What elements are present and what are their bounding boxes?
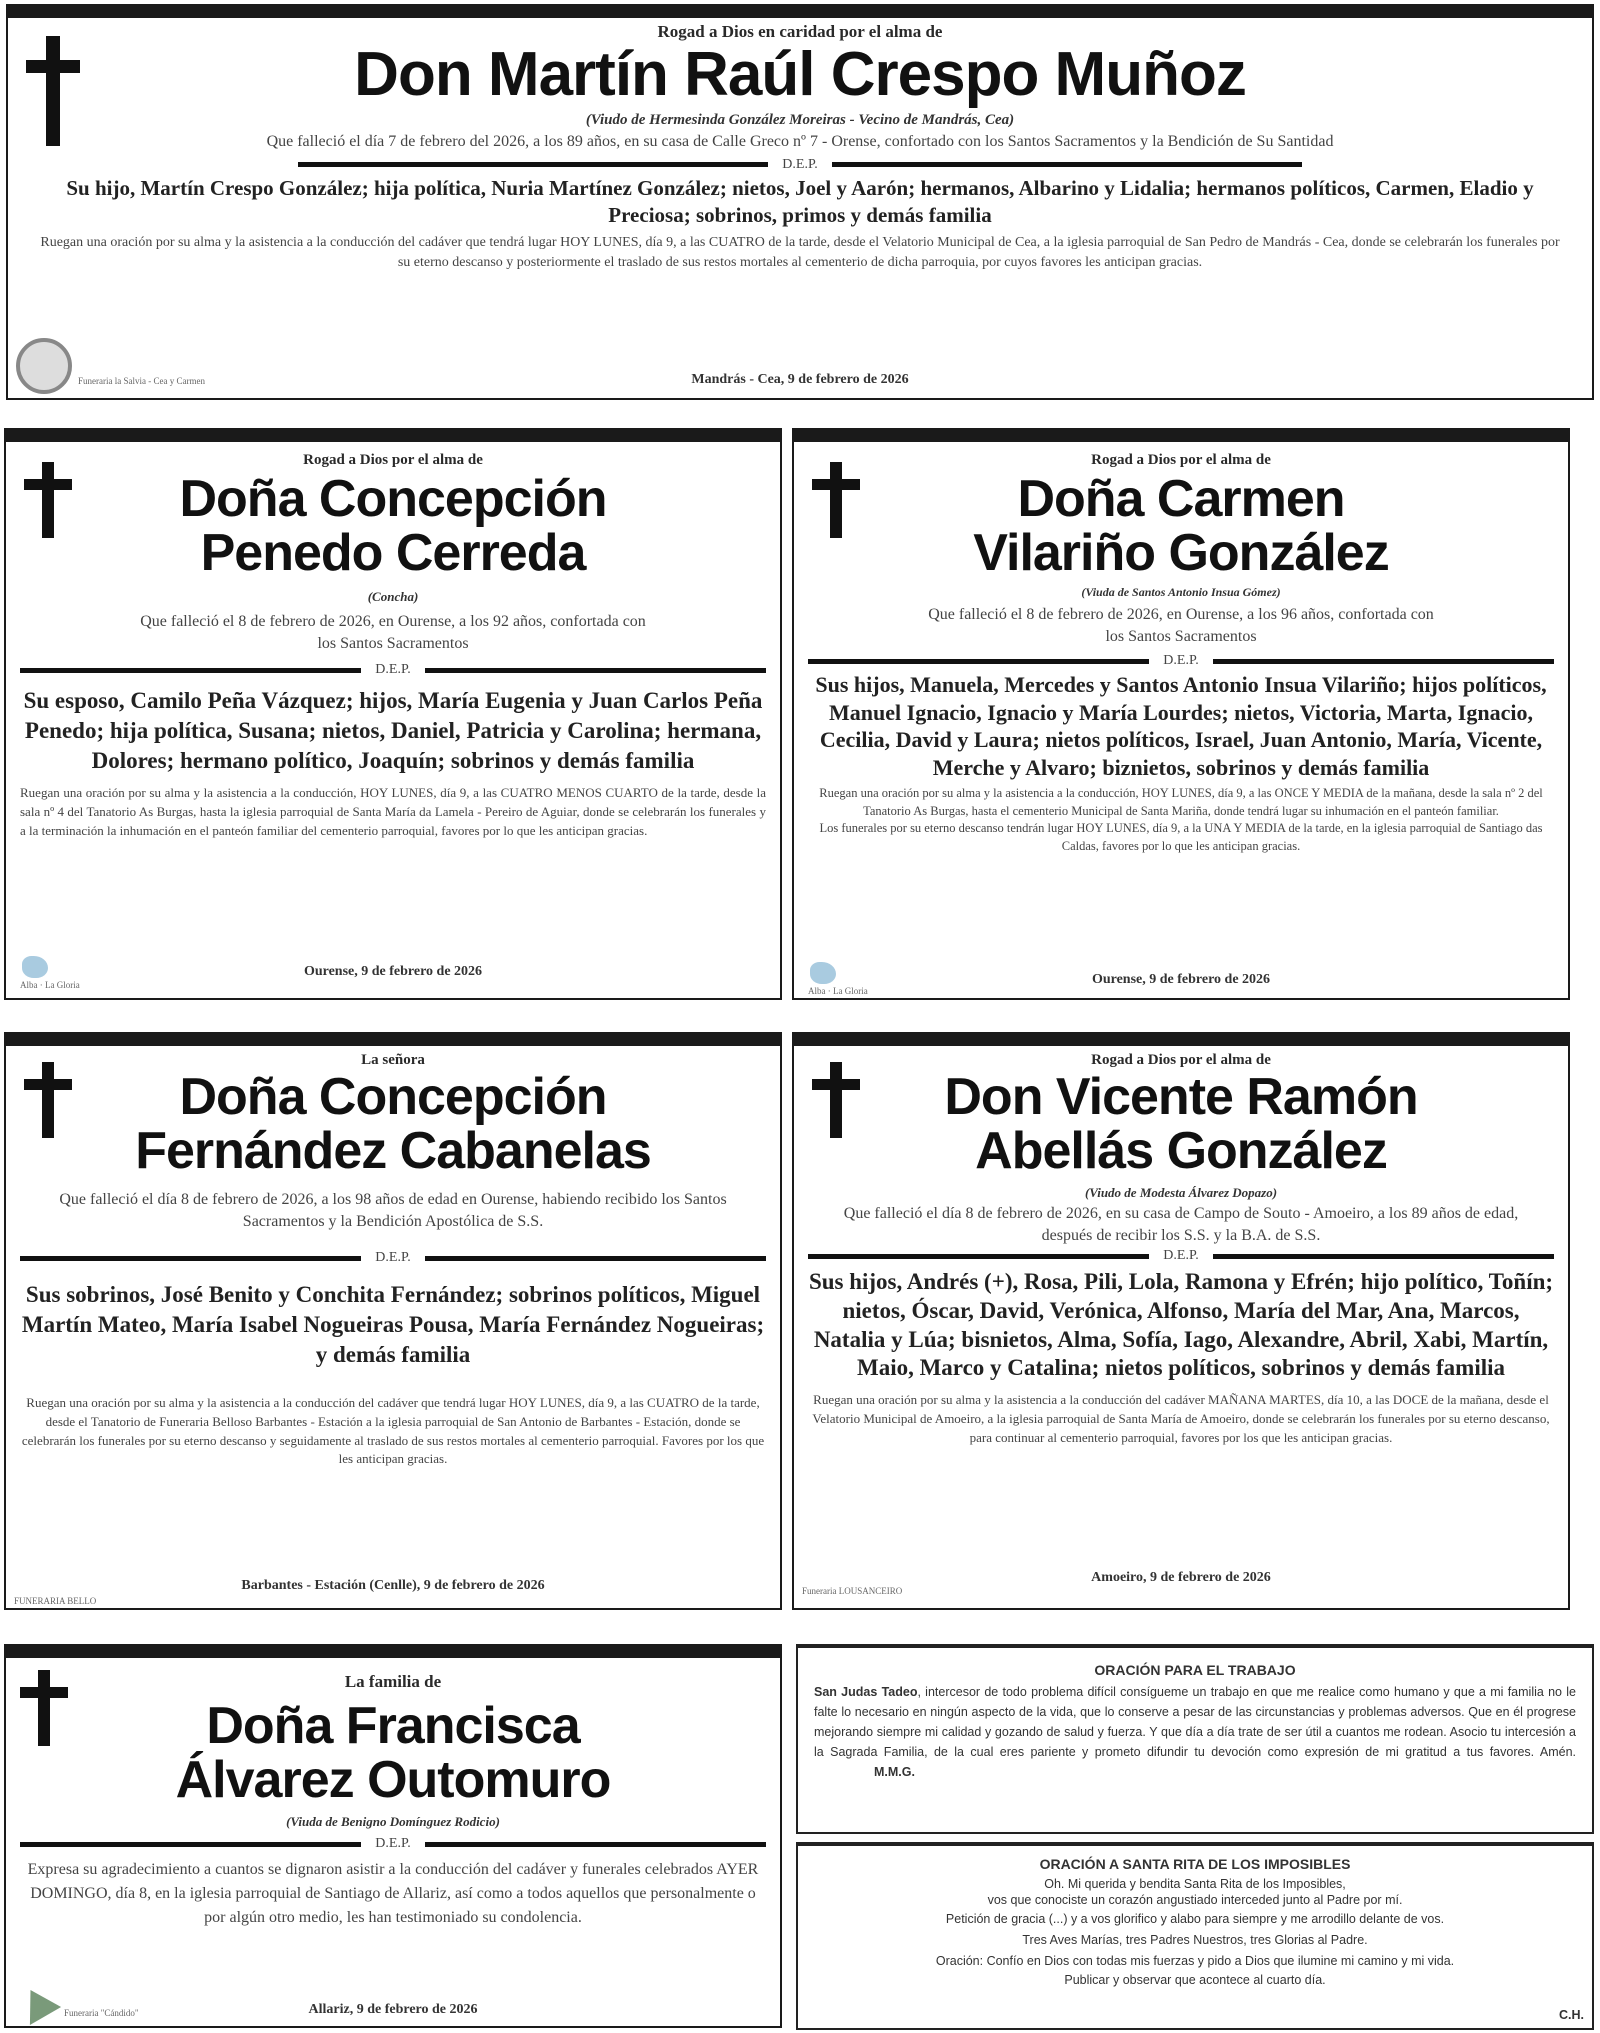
ceremony-details: Ruegan una oración por su alma y la asistencia a la conducción del cadáver MAÑANA MARTES, día 10, a las DOCE de la mañana, desde el Velatorio Municipal de Amoeiro, a la iglesia parroquial de Santa María de Amoeiro, donde se celebrarán los funerales por su eterno descanso, para continuar al cementerio parroquial, favores por los que les anticipan gracias. [812,1392,1550,1445]
dep-divider [20,662,766,678]
dep-divider [808,1248,1554,1264]
dep-label: D.E.P. [1163,1248,1199,1264]
divider-bar [1213,1254,1554,1259]
deceased-name-line2: Álvarez Outomuro [175,1751,611,1809]
divider-bar [425,1256,766,1261]
prayer-signature: M.M.G. [874,1765,915,1779]
ceremony-details: Ruegan una oración por su alma y la asistencia a la conducción, HOY LUNES, día 9, a las CUATRO MENOS CUARTO de la tarde, desde la sala nº 4 del Tanatorio As Burgas, hasta la iglesia parroquial de Santa María da Lamela - Pereiro de Aguiar, donde se celebrarán los funerales y a la terminación la inhumación en el panteón familiar del cementerio parroquial, favores por lo que les anticipan gracias. [20,784,766,838]
family-list: Sus hijos, Manuela, Mercedes y Santos Antonio Insua Vilariño; hijos políticos, Manuel Ignacio, Ignacio y María Lourdes; nietos, Victoria, Marta, Ignacio, Cecilia, David y Laura; nietos políticos, Israel, Juan Antonio, María, Vicente, Merche y Alvaro; biznietos, sobrinos y demás familia [815,672,1547,780]
cross-icon [24,462,72,538]
family-list: Su hijo, Martín Crespo González; hija política, Nuria Martínez González; nietos, Joel y Aarón; hermanos, Albarino y Lidalia; hermanos políticos, Carmen, Eladio y Preciosa; sobrinos, primos y demás familia [66,175,1534,227]
family-list: Sus hijos, Andrés (+), Rosa, Pili, Lola, Ramona y Efrén; hijo político, Toñín; nietos, Óscar, David, Verónica, Alfonso, María del Mar, Ana, Marcos, Natalia y Lúa; bisnietos, Alma, Sofía, Iago, Alexandre, Abril, Xabi, Martín, Maio, Marco y Catalina; nietos políticos, sobrinos y demás familia [808,1269,1554,1381]
notice-pre-heading: Rogad a Dios por el alma de [303,452,483,468]
dep-divider [298,157,1302,173]
deceased-name-line1: Doña Concepción [179,1068,607,1126]
deceased-name-line1: Doña Carmen [1017,470,1345,528]
prayer-line: Petición de gracia (...) y a vos glorifico y alabo para siempre y me arrodillo delante de vos. [945,1911,1445,1926]
divider-bar [298,162,768,167]
ceremony-details: Ruegan una oración por su alma y la asistencia a la conducción, HOY LUNES, día 9, a las ONCE Y MEDIA de la mañana, desde la sala nº 2 del Tanatorio As Burgas, hasta el cementerio Municipal de Santa Mariña, donde tendrá lugar su inhumación en el panteón familiar. [819,786,1543,818]
place-date: Ourense, 9 de febrero de 2026 [1091,972,1271,987]
divider-bar [808,1254,1149,1259]
funeraria-name: Alba · La Gloria [20,980,80,990]
prayer-lead: San Judas Tadeo [814,1685,918,1699]
divider-bar [808,659,1149,664]
funeraria-name: Funeraria la Salvia - Cea y Carmen [78,376,205,386]
gratitude-statement: Expresa su agradecimiento a cuantos se dignaron asistir a la conducción del cadáver y funerales celebrados AYER DOMINGO, día 8, en la iglesia parroquial de Santiago de Allariz, así como a todos aquellos que personalmente o por algún otro medio, les han testimoniado su condolencia. [27,1861,759,1926]
deceased-subtitle: (Concha) [367,589,419,604]
deceased-name: Don Martín Raúl Crespo Muñoz [354,40,1246,109]
dep-divider [20,1836,766,1852]
deceased-name-line2: Penedo Cerreda [200,524,586,582]
death-statement: Que falleció el día 7 de febrero del 2026, a los 89 años, en su casa de Calle Greco nº 7 - Orense, confortado con los Santos Sacramentos y la Bendición de Su Santidad [266,133,1334,150]
obituary-notice-abellas [792,1032,1570,1610]
dep-label: D.E.P. [375,1836,411,1851]
ceremony-details: Ruegan una oración por su alma y la asistencia a la conducción del cadáver que tendrá lugar HOY LUNES, día 9, a las CUATRO de la tarde, desde el Tanatorio de Funeraria Belloso Barbantes - Estación a la iglesia parroquial de San Antonio de Barbantes - Estación, donde se celebrarán los funerales por su eterno descanso y seguidamente al traslado de sus restos mortales al cementerio parroquial. Favores por los que les anticipan gracias. [21,1394,765,1467]
prayer-line: vos que conociste un corazón angustiado interceded junto al Padre por mí. [987,1893,1403,1908]
place-date: Amoeiro, 9 de febrero de 2026 [1091,1570,1271,1585]
death-statement: Que falleció el 8 de febrero de 2026, en Ourense, a los 96 años, confortada con los Santos Sacramentos [928,606,1434,645]
funeraria-name: FUNERARIA BELLO [14,1596,97,1606]
deceased-name-line1: Doña Concepción [179,470,607,528]
prayer-signature: C.H. [1559,2008,1584,2022]
dep-divider [20,1250,766,1266]
notice-pre-heading: Rogad a Dios por el alma de [1091,1052,1271,1068]
deceased-subtitle: (Viudo de Modesta Álvarez Dopazo) [1084,1185,1278,1200]
prayer-line: Tres Aves Marías, tres Padres Nuestros, tres Glorias al Padre. [1022,1932,1368,1947]
place-date: Ourense, 9 de febrero de 2026 [303,964,483,979]
deceased-name-line2: Abellás González [975,1122,1387,1180]
divider-bar [425,1842,766,1847]
obituary-notice-vilarino [792,428,1570,1000]
divider-bar [20,668,361,673]
obituary-notice-penedo [4,428,782,1000]
deceased-subtitle: (Viuda de Benigno Domínguez Rodicio) [286,1814,500,1829]
cross-icon [812,1062,860,1138]
divider-bar [20,1256,361,1261]
family-list: Sus sobrinos, José Benito y Conchita Fernández; sobrinos políticos, Miguel Martín Mateo, María Isabel Nogueiras Pousa, María Fernández Nogueiras; y demás familia [21,1282,765,1367]
prayer-line: Publicar y observar que acontece al cuarto día. [1064,1973,1326,1988]
prayer-text [814,1682,1576,1782]
deceased-subtitle: (Viudo de Hermesinda González Moreiras - Vecino de Mandrás, Cea) [585,112,1015,128]
deceased-name-line1: Doña Francisca [206,1697,580,1755]
notice-pre-heading: La señora [361,1052,425,1068]
cross-icon [812,462,860,538]
dep-label: D.E.P. [782,156,818,172]
death-statement: Que falleció el día 8 de febrero de 2026, a los 98 años de edad en Ourense, habiendo recibido los Santos Sacramentos y la Bendición Apostólica de S.S. [59,1191,727,1230]
divider-bar [1213,659,1554,664]
obituary-notice-crespo [6,4,1594,400]
prayer-title: ORACIÓN A SANTA RITA DE LOS IMPOSIBLES [1039,1856,1351,1872]
prayer-santa-rita [796,1842,1594,2030]
dep-label: D.E.P. [1163,653,1199,669]
deceased-name-line2: Vilariño González [973,524,1389,582]
prayer-line: Oh. Mi querida y bendita Santa Rita de los Imposibles, [1044,1877,1346,1891]
death-statement: Que falleció el 8 de febrero de 2026, en Ourense, a los 92 años, confortada con los Santos Sacramentos [140,613,646,652]
place-date: Barbantes - Estación (Cenlle), 9 de febrero de 2026 [241,1578,545,1593]
death-statement: Que falleció el día 8 de febrero de 2026, en su casa de Campo de Souto - Amoeiro, a los 89 años de edad, después de recibir los S.S. y la B.A. de S.S. [843,1205,1519,1244]
dep-label: D.E.P. [375,1250,411,1266]
obituary-notice-fernandez [4,1032,782,1610]
place-date: Mandrás - Cea, 9 de febrero de 2026 [691,372,909,387]
deceased-subtitle: (Viuda de Santos Antonio Insua Gómez) [1081,585,1281,599]
deceased-name-line2: Fernández Cabanelas [135,1122,651,1180]
dep-label: D.E.P. [375,662,411,678]
cross-icon [20,1670,68,1746]
ceremony-details: Ruegan una oración por su alma y la asistencia a la conducción del cadáver que tendrá lugar HOY LUNES, día 9, a las CUATRO de la tarde, desde el Velatorio Municipal de Cea, a la iglesia parroquial de San Pedro de Mandrás - Cea, donde se celebrarán los funerales por su eterno descanso y posteriormente el traslado de sus restos mortales al cementerio de dicha parroquia, por cuyos favores les anticipan gracias. [40,235,1560,271]
dep-divider [808,653,1554,669]
funeraria-name: Alba · La Gloria [808,986,868,996]
notice-pre-heading: Rogad a Dios en caridad por el alma de [657,22,943,41]
prayer-body: , intercesor de todo problema difícil consígueme un trabajo en que me realice como humano y que a mi familia no le falte lo necesario en ningún aspecto de la vida, que lo conserve a pesar de las circunstancias y problemas adversos. Que en él progrese mejorando siempre mi calidad y gozando de salud y fuerza. Y que día a día trate de ser útil a cuantos me rodean. Asocio tu intercesión a la Sagrada Familia, de la cual eres pariente y prometo difundir tu devoción como expresión de mi gratitud a tus favores. Amén. [814,1685,1576,1759]
divider-bar [20,1842,361,1847]
prayer-title: ORACIÓN PARA EL TRABAJO [1094,1662,1296,1678]
notice-pre-heading: La familia de [344,1672,442,1691]
cross-icon [26,36,80,146]
place-date: Allariz, 9 de febrero de 2026 [308,2002,478,2017]
funeraria-name: Funeraria "Cándido" [64,2008,139,2018]
prayer-trabajo [796,1644,1594,1834]
family-list: Su esposo, Camilo Peña Vázquez; hijos, María Eugenia y Juan Carlos Peña Penedo; hija política, Susana; nietos, Daniel, Patricia y Carolina; hermana, Dolores; hermano político, Joaquín; sobrinos y demás familia [23,688,763,773]
notice-pre-heading: Rogad a Dios por el alma de [1091,452,1271,468]
obituary-notice-alvarez [4,1644,782,2028]
divider-bar [832,162,1302,167]
cross-icon [24,1062,72,1138]
funeral-details: Los funerales por su eterno descanso tendrán lugar HOY LUNES, día 9, a la UNA Y MEDIA de la tarde, en la iglesia parroquial de Santiago das Caldas, favores por lo que les anticipan gracias. [819,821,1543,853]
deceased-name-line1: Don Vicente Ramón [944,1068,1418,1126]
funeraria-name: Funeraria LOUSANCEIRO [802,1586,903,1596]
divider-bar [425,668,766,673]
prayer-line: Oración: Confío en Dios con todas mis fuerzas y pido a Dios que ilumine mi camino y mi vida. [935,1954,1455,1968]
